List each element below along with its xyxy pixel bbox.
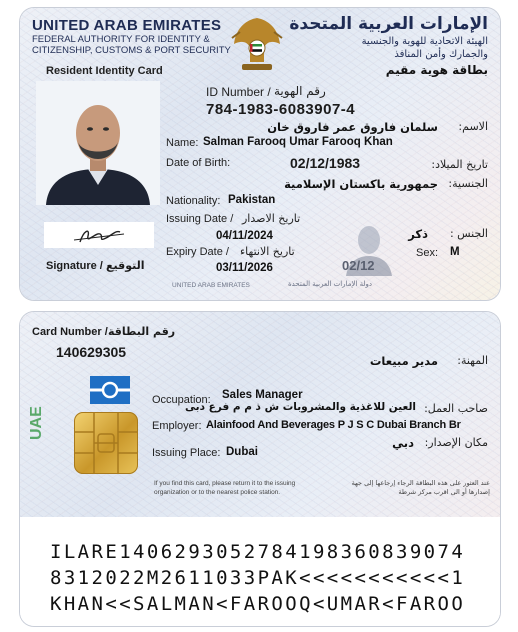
notice-en-line1: If you find this card, please return it to the issuing bbox=[154, 480, 296, 487]
sex-value: M bbox=[450, 246, 460, 258]
dob-label: Date of Birth: bbox=[166, 157, 231, 169]
country-name-ar: الإمارات العربية المتحدة bbox=[289, 14, 488, 34]
name-value: Salman Farooq Umar Farooq Khan bbox=[203, 136, 393, 148]
uae-vertical-label: UAE bbox=[28, 406, 45, 440]
nationality-value: Pakistan bbox=[228, 194, 276, 206]
employer-value: Alainfood And Beverages P J S C Dubai Branch Br bbox=[206, 419, 461, 431]
expiry-date-label: Expiry Date / bbox=[166, 246, 229, 258]
name-label-ar: الاسم: bbox=[458, 120, 488, 133]
occupation-label: Occupation: bbox=[152, 394, 211, 406]
card-number-value: 140629305 bbox=[56, 344, 127, 360]
nationality-label: Nationality: bbox=[166, 195, 221, 207]
employer-label-ar: صاحب العمل: bbox=[424, 402, 488, 415]
employer-value-ar: العين للاغذية والمشروبات ش ذ م م فرع دبى bbox=[185, 401, 416, 413]
smart-chip-icon bbox=[74, 412, 138, 474]
contactless-icon bbox=[90, 376, 130, 404]
sex-label: Sex: bbox=[416, 247, 439, 259]
country-name-en: UNITED ARAB EMIRATES bbox=[32, 17, 222, 34]
employer-label: Employer: bbox=[152, 420, 202, 432]
id-card-back bbox=[20, 312, 500, 626]
name-label: Name: bbox=[166, 137, 199, 149]
place-value-ar: دبي bbox=[392, 436, 414, 450]
authority-ar-line1: الهيئة الاتحادية للهوية والجنسية bbox=[361, 36, 488, 47]
expiry-date-value: 03/11/2026 bbox=[216, 262, 273, 274]
id-number-label: ID Number / bbox=[206, 85, 271, 99]
notice-ar-line2: إصدارها أو الى اقرب مركز شرطة bbox=[398, 488, 490, 496]
occupation-value: Sales Manager bbox=[222, 389, 303, 401]
id-card-front bbox=[20, 8, 500, 300]
notice-ar-line1: عند العثور على هذه البطاقة الرجاء إرجاعها إلى جهة bbox=[351, 479, 490, 487]
signature-label-ar: التوقيع bbox=[106, 259, 145, 272]
dob-label-ar: تاريخ الميلاد: bbox=[431, 158, 488, 171]
issuing-place-label: Issuing Place: bbox=[152, 447, 221, 459]
card-type-en: Resident Identity Card bbox=[46, 65, 163, 77]
authority-ar-line2: والجمارك وأمن المنافذ bbox=[394, 49, 488, 60]
holder-photo bbox=[36, 81, 160, 205]
card-type-ar: بطاقة هوية مقيم bbox=[385, 63, 488, 77]
id-number-label-ar: رقم الهوية bbox=[274, 84, 326, 98]
issuing-place-value: Dubai bbox=[226, 446, 258, 458]
mrz-line-3: KHAN<<SALMAN<FAROOQ<UMAR<FAROO bbox=[50, 593, 466, 615]
footer-ar: دولة الإمارات العربية المتحدة bbox=[287, 280, 372, 288]
footer-en: UNITED ARAB EMIRATES bbox=[172, 282, 250, 289]
place-label-ar: مكان الإصدار: bbox=[424, 436, 488, 449]
ghost-code: 02/12 bbox=[342, 258, 375, 273]
occupation-label-ar: المهنة: bbox=[457, 354, 488, 367]
issuing-date-label-ar: تاريخ الاصدار bbox=[242, 212, 301, 225]
authority-en-line2: CITIZENSHIP, CUSTOMS & PORT SECURITY bbox=[32, 45, 231, 56]
signature-image bbox=[44, 222, 154, 248]
notice-en-line2: organization or to the nearest police station. bbox=[154, 489, 281, 496]
card-number-label: Card Number / bbox=[32, 326, 108, 338]
mrz-line-1: ILARE1406293052784198360839074 bbox=[50, 541, 466, 563]
signature-label: Signature / bbox=[46, 260, 103, 272]
issuing-date-value: 04/11/2024 bbox=[216, 230, 273, 242]
machine-readable-zone bbox=[20, 517, 500, 626]
uae-emblem-icon bbox=[228, 14, 286, 80]
mrz-line-2: 8312022M2611033PAK<<<<<<<<<<<1 bbox=[50, 567, 466, 589]
nationality-value-ar: جمهورية باكستان الإسلامية bbox=[284, 177, 438, 191]
card-number-label-ar: رقم البطاقة bbox=[108, 325, 176, 338]
occupation-value-ar: مدير مبيعات bbox=[369, 354, 438, 368]
id-number-value: 784-1983-6083907-4 bbox=[206, 101, 356, 118]
name-value-ar: سلمان فاروق عمر فاروق خان bbox=[267, 120, 438, 134]
authority-en-line1: FEDERAL AUTHORITY FOR IDENTITY & bbox=[32, 34, 210, 45]
issuing-date-label: Issuing Date / bbox=[166, 213, 234, 225]
dob-value: 02/12/1983 bbox=[290, 155, 361, 171]
nationality-label-ar: الجنسية: bbox=[448, 177, 488, 190]
sex-value-ar: ذكر bbox=[408, 227, 428, 241]
sex-label-ar: الجنس : bbox=[449, 227, 488, 240]
expiry-date-label-ar: تاريخ الانتهاء bbox=[240, 245, 295, 258]
